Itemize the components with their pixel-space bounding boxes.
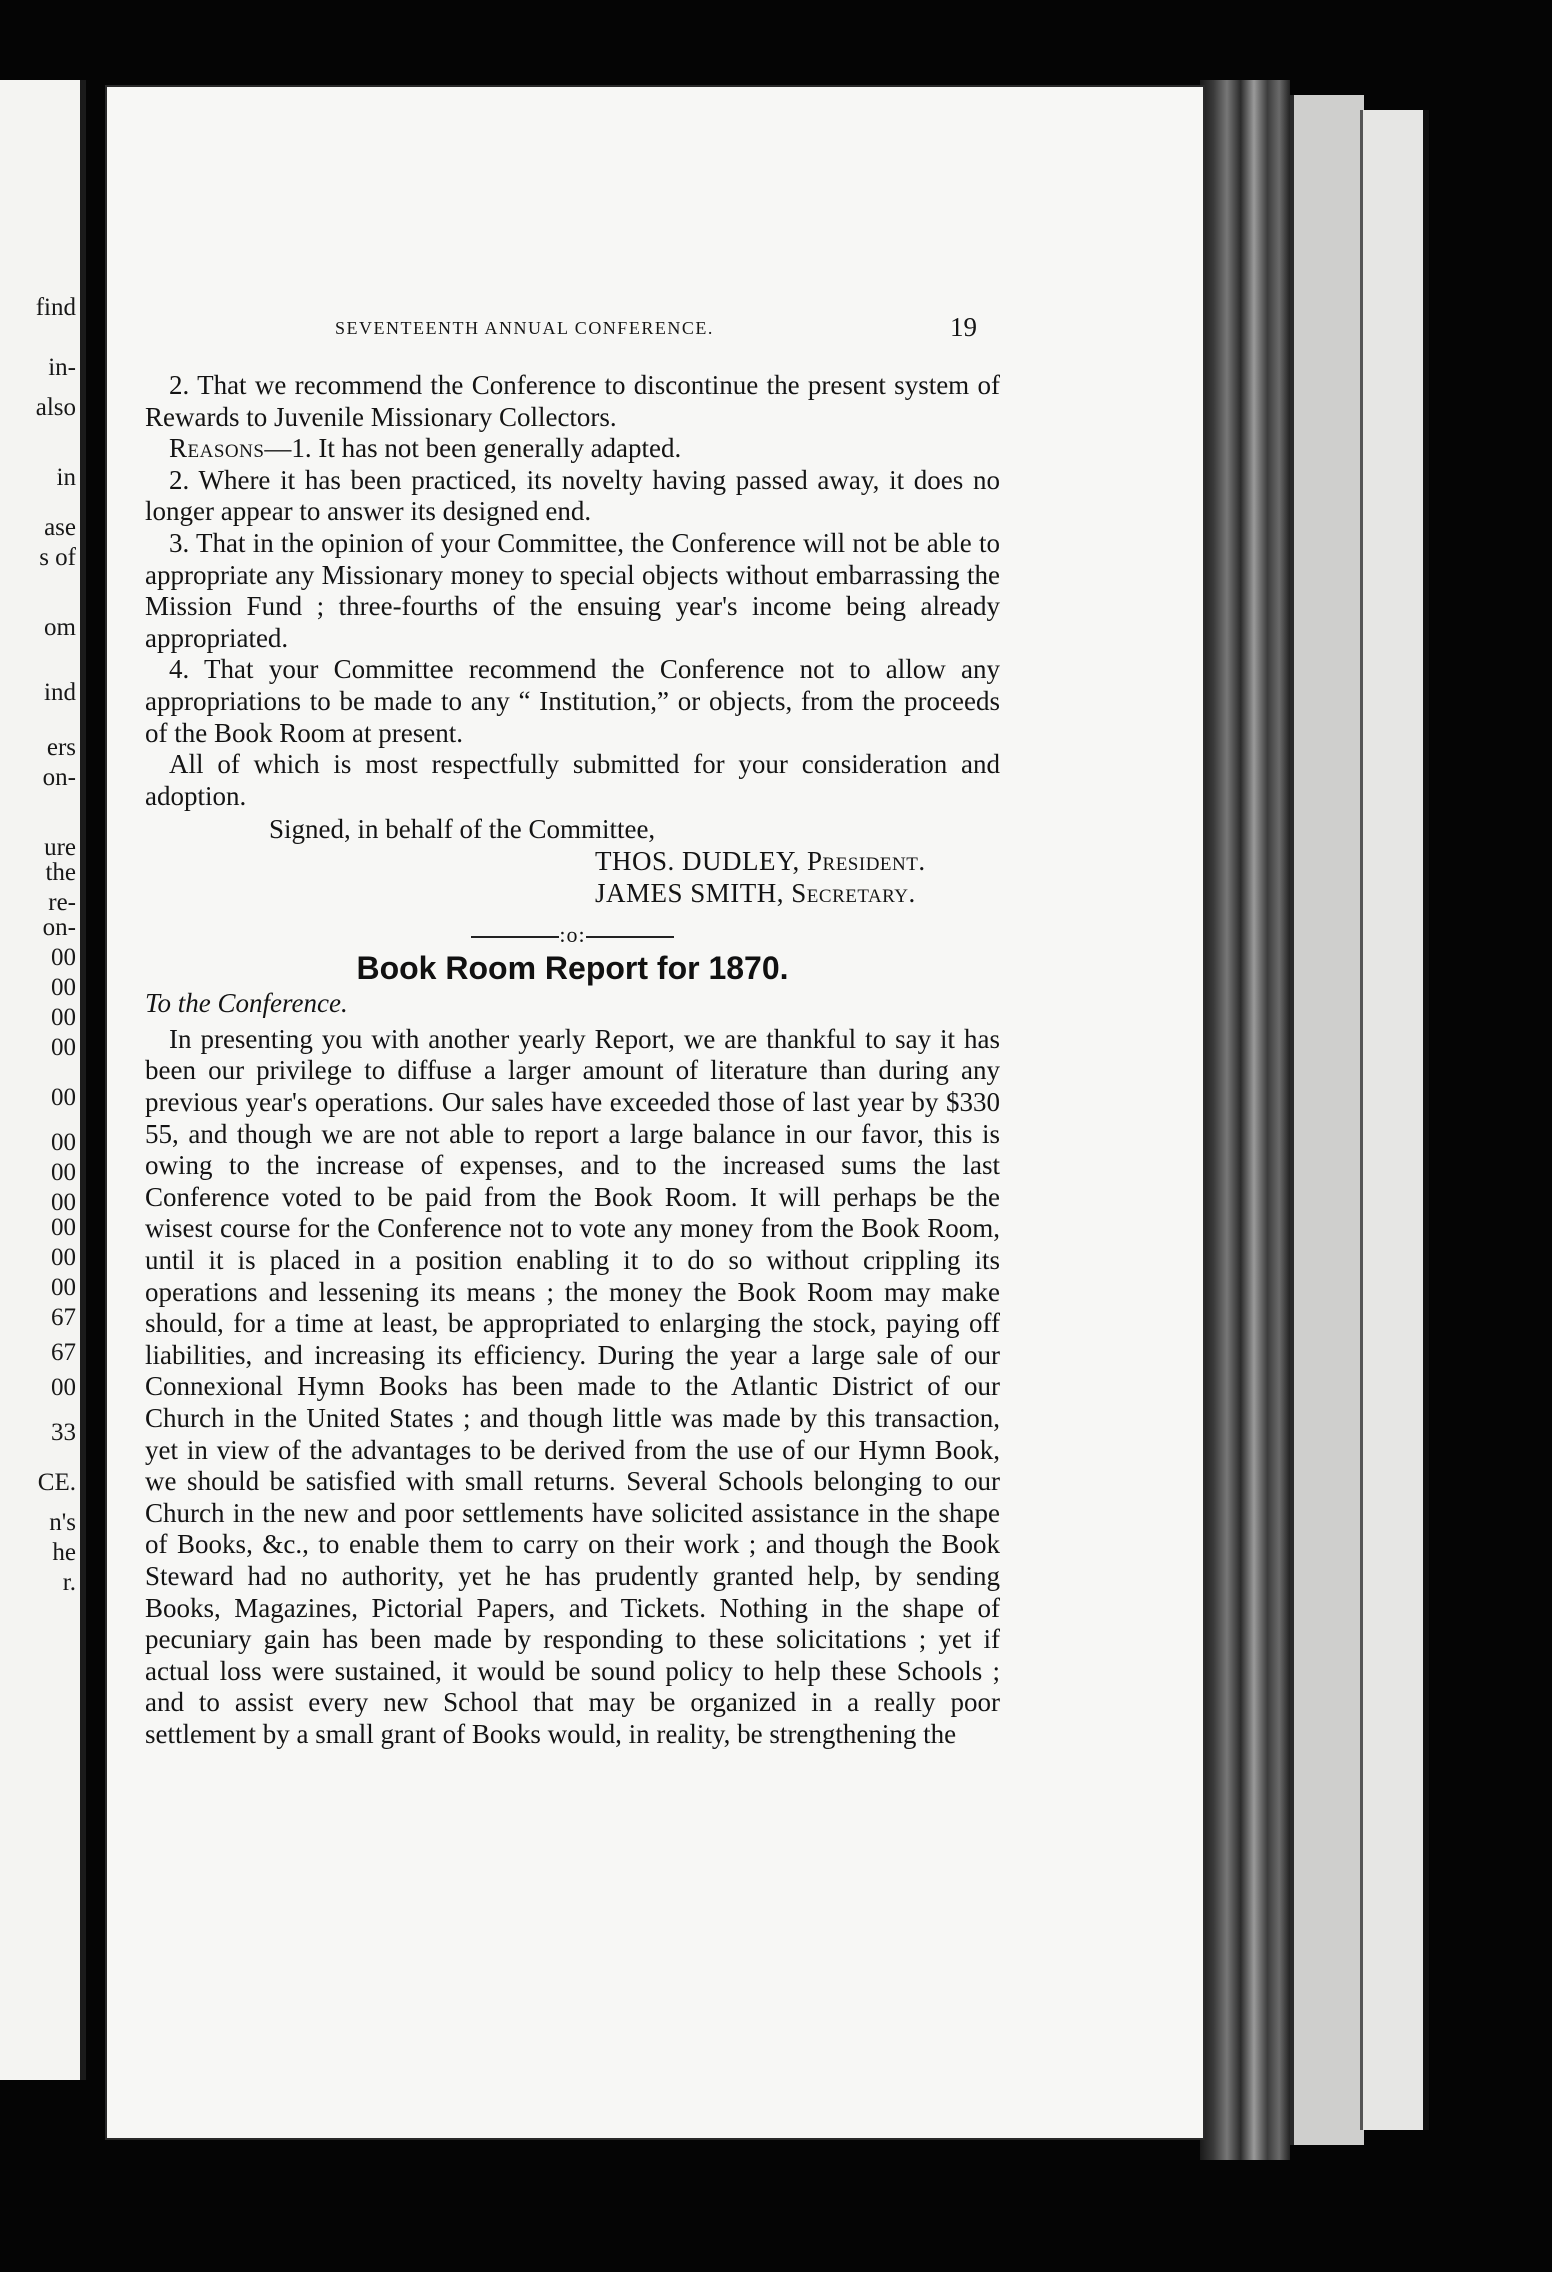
facing-page-fragment: in- (48, 354, 76, 381)
facing-page-fragment: 00 (51, 1189, 76, 1216)
facing-page-fragment: s of (39, 544, 76, 571)
divider-mark: :o: (559, 922, 586, 948)
facing-page-fragment: 00 (51, 1084, 76, 1111)
book-room-title: Book Room Report for 1870. (356, 949, 789, 986)
facing-page-fragment: 00 (51, 1274, 76, 1301)
book-room-body: In presenting you with another yearly Report, we are thankful to say it has been our privilege to diffuse a larger amount of literature than during any previous year's operations. Our sales have exceeded those of last year by $330 55, and though we are not able to report a large balance in our favor, this is owing to the increase of expenses, and to the increased sums the last Conference voted to be paid from the Book Room. It will perhaps be the wisest course for the Conference not to vote any money from the Book Room, until it is placed in a position enabling it to do so without crippling its operations and lessening its means ; the money the Book Room may make should, for a time at least, be appropriated to enlarging the stock, paying off liabilities, and increasing its efficiency. During the year a large sale of our Connexional Hymn Books has been made to the Atlantic District of our Church in the United States ; and though little was made by this transaction, yet in view of the advantages to be derived from the use of our Hymn Book, we should be satisfied with small returns. Several Schools belonging to our Church in the new and poor settlements have solicited assistance in the shape of Books, &c., to enable them to carry on their work ; and though the Book Steward had no authority, yet he has prudently granted help, by sending Books, Magazines, Pictorial Papers, and Tickets. Nothing in the shape of pecuniary gain has been made by responding to these solicitations ; yet if actual loss were sustained, it would be sound policy to help these Schools ; and to assist every new School that may be organized in a really poor settlement by a small grant of Books would, in reality, be strengthening the (145, 1023, 1000, 1749)
president-name: THOS. DUDLEY, (595, 845, 800, 876)
facing-page-fragment: 67 (51, 1304, 76, 1331)
facing-page-fragment: 00 (51, 1129, 76, 1156)
facing-page-fragment: CE. (37, 1469, 76, 1496)
secretary-name: JAMES SMITH, (595, 877, 785, 908)
book-cover-spine (1360, 110, 1429, 2130)
secretary-title: Secretary. (791, 877, 916, 908)
signed-line: Signed, in behalf of the Committee, (269, 814, 656, 845)
facing-page-fragment: ers (46, 734, 76, 761)
facing-page-fragment: 00 (51, 1244, 76, 1271)
facing-page-fragment: 00 (51, 1214, 76, 1241)
facing-page-fragment: ure (44, 834, 76, 861)
page-number: 19 (950, 312, 977, 342)
facing-page-fragment: 00 (51, 1004, 76, 1031)
running-head: SEVENTEENTH ANNUAL CONFERENCE. (335, 318, 714, 338)
facing-page-fragment: om (44, 614, 76, 641)
reasons-label: Reasons (169, 433, 265, 464)
facing-page-fragment: on- (42, 914, 76, 941)
section-divider (145, 919, 1000, 951)
report-item-4: 4. That your Committee recommend the Conference not to allow any appropriations to be made to any “ Institution,” or objects, from the proceeds of the Book Room at present. (145, 654, 1000, 748)
report-item-3: 3. That in the opinion of your Committee, the Conference will not be able to appropriate any Missionary money to special objects without embarrassing the Mission Fund ; three-fourths of the ensuing year's income being already appropriated. (145, 527, 1000, 653)
facing-page-fragment: n's (49, 1509, 76, 1536)
closing-statement: All of which is most respectfully submitted for your consideration and adoption. (145, 749, 1000, 811)
divider-rule-left (471, 936, 559, 938)
facing-page-fragment: find (35, 294, 76, 321)
facing-page-edge (0, 80, 86, 2080)
facing-page-fragment: ase (44, 514, 76, 541)
report-item-2: 2. That we recommend the Conference to discontinue the present system of Rewards to Juvenile Missionary Collectors. (145, 370, 1000, 432)
reason-1-text: —1. It has not been generally adapted. (264, 433, 682, 464)
committee-report (145, 370, 1000, 909)
page-content (145, 315, 1000, 1751)
facing-page-fragment: on- (42, 764, 76, 791)
facing-page-fragment: the (45, 859, 76, 886)
president-title: President. (807, 845, 926, 876)
facing-page-fragment: in (56, 464, 76, 491)
secretary-signature (595, 878, 1000, 910)
facing-page-fragment: also (35, 394, 76, 421)
facing-page-fragment: 00 (51, 944, 76, 971)
facing-page-fragment: he (52, 1539, 76, 1566)
book-page-stack (1200, 80, 1290, 2160)
book-cover-board (1290, 95, 1364, 2145)
facing-page-fragment: 00 (51, 974, 76, 1001)
salutation: To the Conference. (145, 988, 348, 1019)
facing-page-fragment: re- (48, 889, 76, 916)
reason-2: 2. Where it has been practiced, its novelty having passed away, it does no longer appear to answer its designed end. (145, 464, 1000, 527)
facing-page-fragment: r. (62, 1569, 76, 1596)
facing-page-fragment: ind (44, 679, 76, 706)
facing-page-fragment: 00 (51, 1159, 76, 1186)
president-signature (595, 846, 1000, 878)
reasons-1 (145, 433, 1000, 465)
divider-rule-right (586, 936, 674, 938)
facing-page-fragment: 67 (51, 1339, 76, 1366)
facing-page-fragment: 00 (51, 1374, 76, 1401)
facing-page-fragment: 00 (51, 1034, 76, 1061)
facing-page-fragment: 33 (51, 1419, 76, 1446)
